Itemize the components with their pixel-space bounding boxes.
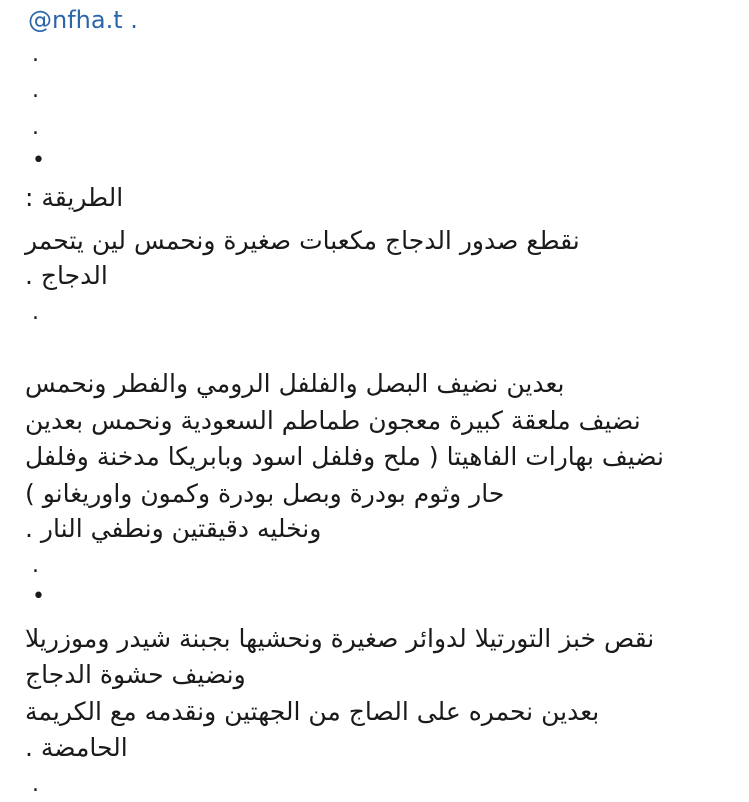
recipe-line: نقطع صدور الدجاج مكعبات صغيرة ونحمس لين يتحمر (25, 226, 580, 255)
recipe-line: بعدين نضيف البصل والفلفل الرومي والفطر ونحمس (25, 369, 565, 398)
recipe-line: نضيف بهارات الفاهيتا ( ملح وفلفل اسود وبابريكا مدخنة وفلفل (25, 442, 664, 471)
recipe-line: ونضيف حشوة الدجاج (25, 660, 246, 689)
bullet-separator: • (32, 148, 45, 173)
dot-separator: . (32, 42, 39, 67)
bullet-separator: • (32, 584, 45, 609)
recipe-line: الدجاج . (25, 261, 108, 290)
dot-separator: . (32, 78, 39, 103)
method-heading: الطريقة : (25, 183, 124, 212)
dot-separator: . (32, 115, 39, 140)
recipe-line: ونخليه دقيقتين ونطفي النار . (25, 514, 322, 543)
recipe-line: حار وثوم بودرة وبصل بودرة وكمون واوريغانو ) (25, 479, 505, 508)
dot-separator: . (32, 772, 39, 797)
recipe-line: بعدين نحمره على الصاج من الجهتين ونقدمه مع الكريمة (25, 697, 600, 726)
post-handle[interactable]: @nfha.t . (28, 6, 138, 34)
dot-separator: . (32, 300, 39, 325)
dot-separator: . (32, 553, 39, 578)
recipe-line: نقص خبز التورتيلا لدوائر صغيرة ونحشيها بجبنة شيدر وموزريلا (25, 624, 655, 653)
recipe-line: الحامضة . (25, 733, 128, 762)
recipe-line: نضيف ملعقة كبيرة معجون طماطم السعودية ونحمس بعدين (25, 406, 641, 435)
